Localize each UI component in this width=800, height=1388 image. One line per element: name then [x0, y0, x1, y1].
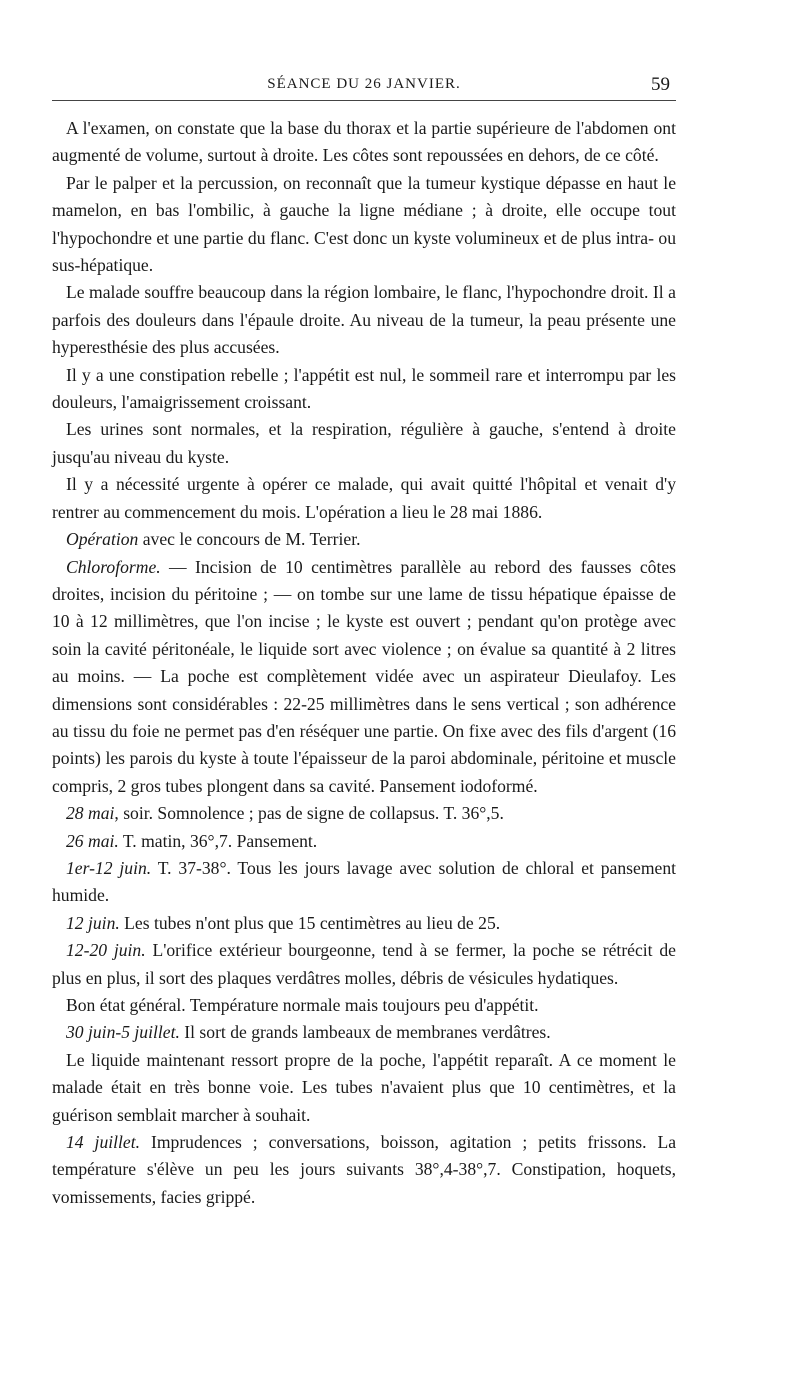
paragraph [52, 1047, 676, 1129]
paragraph-text: T. matin, 36°,7. Pansement. [118, 830, 318, 851]
paragraph-text: Il sort de grands lambeaux de membranes verdâtres. [179, 1022, 551, 1043]
body-text [52, 115, 676, 1211]
paragraph-text: Les tubes n'ont plus que 15 centimètres au lieu de 25. [119, 912, 501, 933]
paragraph-lead: 30 juin-5 juillet. [66, 1022, 180, 1043]
header-rule [52, 100, 676, 101]
paragraph [52, 910, 676, 937]
paragraph-text: Les urines sont normales, et la respiration, régulière à gauche, s'entend à droite jusqu'au niveau du kyste. [52, 419, 676, 467]
paragraph-lead: 28 mai [66, 803, 115, 824]
running-title: SÉANCE DU 26 JANVIER. [267, 76, 461, 92]
paragraph [52, 828, 676, 855]
paragraph-lead: 12-20 juin. [66, 940, 146, 961]
paragraph [52, 1019, 676, 1046]
paragraph-text: A l'examen, on constate que la base du thorax et la partie supérieure de l'abdomen ont augmenté de volume, surtout à droite. Les côtes sont repoussées en dehors, de ce côté. [52, 118, 676, 166]
paragraph-lead: Opération [66, 529, 139, 550]
paragraph [52, 279, 676, 361]
paragraph-text: Par le palper et la percussion, on reconnaît que la tumeur kystique dépasse en haut le mamelon, en bas l'ombilic, à gauche la ligne médiane ; à droite, elle occupe tout l'hypochondre et une partie du flanc. C'est donc un kyste volumineux et de plus intra- ou sus-hépatique. [52, 172, 676, 276]
paragraph-lead: 26 mai. [66, 830, 119, 851]
paragraph-lead: 12 juin. [66, 912, 120, 933]
paragraph [52, 170, 676, 280]
paragraph-lead: 1er-12 juin. [66, 857, 152, 878]
paragraph-lead: 14 juillet. [66, 1132, 141, 1153]
paragraph-text: Il y a une constipation rebelle ; l'appétit est nul, le sommeil rare et interrompu par les douleurs, l'amaigrissement croissant. [52, 364, 676, 413]
paragraph-text: L'orifice extérieur bourgeonne, tend à se fermer, la poche se rétrécit de plus en plus, il sort des plaques verdâtres molles, débris de vésicules hydatiques. [52, 940, 676, 988]
paragraph-text: Il y a nécessité urgente à opérer ce malade, qui avait quitté l'hôpital et venait d'y rentrer au commencement du mois. L'opération a lieu le 28 mai 1886. [52, 474, 676, 522]
paragraph-text: avec le concours de M. Terrier. [138, 529, 361, 550]
paragraph [52, 115, 676, 170]
paragraph [52, 1129, 676, 1211]
paragraph-text: , soir. Somnolence ; pas de signe de collapsus. T. 36°,5. [114, 803, 504, 824]
paragraph-text: Le malade souffre beaucoup dans la région lombaire, le flanc, l'hypochondre droit. Il a parfois des douleurs dans l'épaule droite. Au niveau de la tumeur, la peau présente une hyperesthésie des plus accusées. [52, 282, 676, 358]
paragraph [52, 416, 676, 471]
paragraph [52, 362, 676, 417]
paragraph-text: Le liquide maintenant ressort propre de la poche, l'appétit reparaît. A ce moment le malade était en très bonne voie. Les tubes n'avaient plus que 10 centimètres, et la guérison semblait marcher à souhait. [52, 1049, 676, 1125]
paragraph-lead: Chloroforme. [66, 556, 161, 577]
paragraph [52, 855, 676, 910]
paragraph-text: T. 37-38°. Tous les jours lavage avec solution de chloral et pansement humide. [52, 857, 676, 906]
running-header [52, 70, 676, 100]
paragraph [52, 471, 676, 526]
page [52, 70, 676, 1211]
page-number: 59 [651, 74, 670, 95]
paragraph [52, 992, 676, 1019]
paragraph-text: — Incision de 10 centimètres parallèle au rebord des fausses côtes droites, incision du péritoine ; — on tombe sur une lame de tissu hépatique épaisse de 10 à 12 millimètres, que l'on incise ; le kyste est ouvert ; pendant qu'on protège avec soin la cavité péritonéale, le liquide sort avec violence ; on évalue sa quantité à 2 litres au moins. — La poche est complètement vidée avec un aspirateur Dieulafoy. Les dimensions sont considérables : 22-25 millimètres dans le sens vertical ; son adhérence au tissu du foie ne permet pas d'en réséquer une partie. On fixe avec des fils d'argent (16 points) les parois du kyste à toute l'épaisseur de la paroi abdominale, péritoine et muscle compris, 2 gros tubes plongent dans sa cavité. Pansement iodoformé. [52, 556, 676, 796]
paragraph-text: Bon état général. Température normale mais toujours peu d'appétit. [66, 995, 539, 1015]
paragraph-text: Imprudences ; conversations, boisson, agitation ; petits frissons. La température s'élève un peu les jours suivants 38°,4-38°,7. Constipation, hoquets, vomissements, facies grippé. [52, 1132, 677, 1207]
paragraph [52, 937, 676, 992]
paragraph [52, 800, 676, 827]
paragraph [52, 526, 676, 553]
paragraph [52, 554, 676, 801]
